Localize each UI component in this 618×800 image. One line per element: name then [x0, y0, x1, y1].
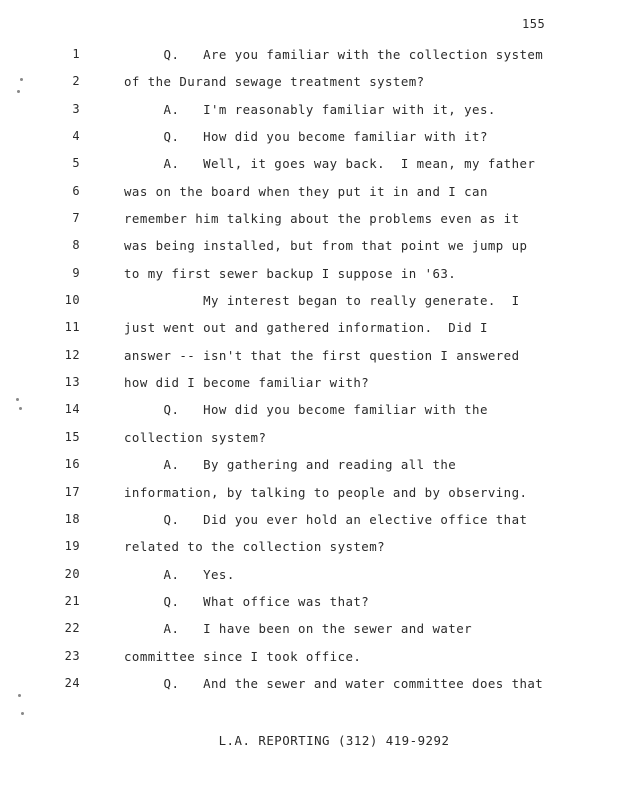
transcript-line	[0, 506, 618, 533]
line-text: how did I become familiar with?	[124, 375, 370, 391]
line-text: Q. How did you become familiar with the	[124, 402, 488, 418]
line-number: 13	[64, 375, 80, 390]
line-number: 20	[64, 566, 80, 581]
line-text: Q. What office was that?	[124, 593, 370, 609]
line-number: 6	[72, 183, 80, 198]
line-text: of the Durand sewage treatment system?	[124, 74, 425, 90]
line-text: A. Yes.	[124, 566, 235, 582]
line-number: 22	[64, 621, 80, 636]
transcript-line	[0, 150, 618, 177]
transcript-line	[0, 41, 618, 68]
transcript-line	[0, 314, 618, 341]
transcript-lines	[0, 41, 618, 697]
line-number: 23	[64, 648, 80, 663]
line-number: 3	[72, 101, 80, 116]
line-number: 2	[72, 74, 80, 89]
scan-speck	[16, 398, 19, 401]
line-text: A. Well, it goes way back. I mean, my father	[124, 156, 536, 172]
line-number: 9	[72, 265, 80, 280]
transcript-line	[0, 342, 618, 369]
line-number: 11	[64, 320, 80, 335]
transcript-line	[0, 643, 618, 670]
transcript-line	[0, 68, 618, 95]
line-text: Q. Did you ever hold an elective office that	[124, 511, 528, 527]
transcript-line	[0, 670, 618, 697]
line-number: 24	[64, 675, 80, 690]
page-number: 155	[522, 17, 546, 31]
scan-speck	[19, 407, 22, 410]
line-text: My interest began to really generate. I	[124, 293, 520, 309]
line-text: A. I have been on the sewer and water	[124, 621, 473, 637]
line-text: just went out and gathered information. Did I	[124, 320, 488, 336]
line-number: 21	[64, 593, 80, 608]
line-number: 12	[64, 347, 80, 362]
line-text: collection system?	[124, 429, 267, 445]
transcript-line	[0, 178, 618, 205]
scan-speck	[17, 90, 20, 93]
transcript-line	[0, 260, 618, 287]
transcript-line	[0, 123, 618, 150]
transcript-line	[0, 369, 618, 396]
transcript-line	[0, 588, 618, 615]
line-number: 4	[72, 129, 80, 144]
line-text: information, by talking to people and by observing.	[124, 484, 528, 500]
line-text: A. I'm reasonably familiar with it, yes.	[124, 101, 496, 117]
line-number: 8	[72, 238, 80, 253]
scan-speck	[18, 694, 21, 697]
line-number: 14	[64, 402, 80, 417]
line-number: 7	[72, 211, 80, 226]
transcript-line	[0, 561, 618, 588]
line-number: 18	[64, 511, 80, 526]
line-number: 10	[64, 293, 80, 308]
transcript-line	[0, 96, 618, 123]
line-text: Q. And the sewer and water committee does that	[124, 675, 544, 691]
transcript-line	[0, 424, 618, 451]
transcript-line	[0, 232, 618, 259]
line-number: 1	[72, 47, 80, 61]
scan-speck	[21, 712, 24, 715]
line-text: Q. Are you familiar with the collection system	[124, 47, 544, 62]
line-text: A. By gathering and reading all the	[124, 457, 457, 473]
transcript-line	[0, 615, 618, 642]
line-number: 19	[64, 539, 80, 554]
line-text: was on the board when they put it in and I can	[124, 183, 488, 199]
transcript-line	[0, 451, 618, 478]
line-text: answer -- isn't that the first question I answered	[124, 347, 520, 363]
transcript-line	[0, 479, 618, 506]
transcript-line	[0, 396, 618, 423]
line-number: 17	[64, 484, 80, 499]
transcript-line	[0, 287, 618, 314]
scan-speck	[20, 78, 23, 81]
line-text: was being installed, but from that point we jump up	[124, 238, 528, 254]
line-text: Q. How did you become familiar with it?	[124, 129, 488, 145]
line-number: 15	[64, 429, 80, 444]
line-number: 16	[64, 457, 80, 472]
line-number: 5	[72, 156, 80, 171]
transcript-line	[0, 205, 618, 232]
line-text: to my first sewer backup I suppose in '63.	[124, 265, 457, 281]
line-text: committee since I took office.	[124, 648, 362, 664]
line-text: remember him talking about the problems even as it	[124, 211, 520, 227]
transcript-line	[0, 533, 618, 560]
line-text: related to the collection system?	[124, 539, 386, 555]
reporter-footer: L.A. REPORTING (312) 419-9292	[218, 733, 450, 748]
